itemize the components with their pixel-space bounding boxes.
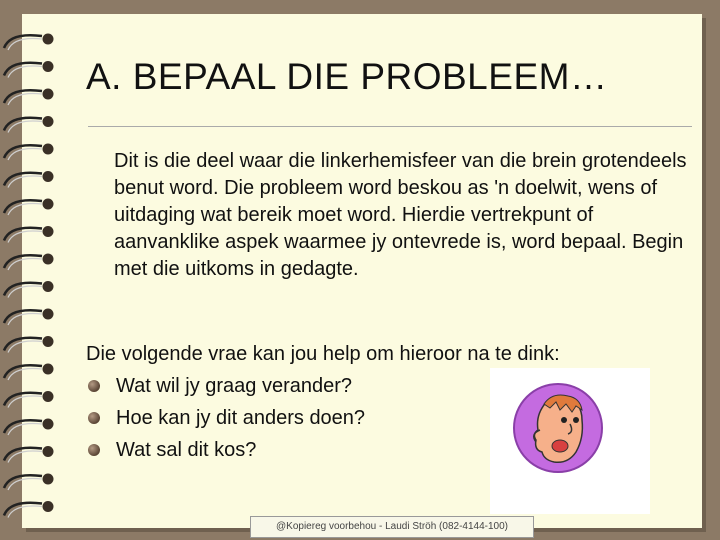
spiral-binding-icon xyxy=(0,20,70,520)
face-clipart-icon xyxy=(490,368,650,514)
question-intro: Die volgende vrae kan jou help om hieroor na te dink: xyxy=(86,343,560,365)
list-item-text: Hoe kan jy dit anders doen? xyxy=(116,406,366,429)
bullet-icon xyxy=(88,412,100,424)
clipart-image xyxy=(490,368,650,514)
copyright-footer: @Kopiereg voorbehou - Laudi Ströh (082-4144-100) xyxy=(250,516,534,538)
bullet-icon xyxy=(88,444,100,456)
list-item xyxy=(86,402,365,434)
body-paragraph: Dit is die deel waar die linkerhemisfeer van die brein grotendeels benut word. Die probleem word beskou as 'n doelwit, wens of uitdaging wat bereik moet word. Hierdie vertrekpunt of aanvanklike aspek waarmee jy ontevrede is, word bepaal. Begin met die uitkoms in gedagte. xyxy=(114,150,687,280)
bullet-icon xyxy=(88,380,100,392)
list-item-text: Wat sal dit kos? xyxy=(116,438,257,461)
list-item-text: Wat wil jy graag verander? xyxy=(116,374,353,397)
slide-title: A. BEPAAL DIE PROBLEEM… xyxy=(86,56,608,97)
question-list xyxy=(86,370,365,466)
list-item xyxy=(86,370,365,402)
list-item xyxy=(86,434,365,466)
title-divider xyxy=(88,126,692,127)
